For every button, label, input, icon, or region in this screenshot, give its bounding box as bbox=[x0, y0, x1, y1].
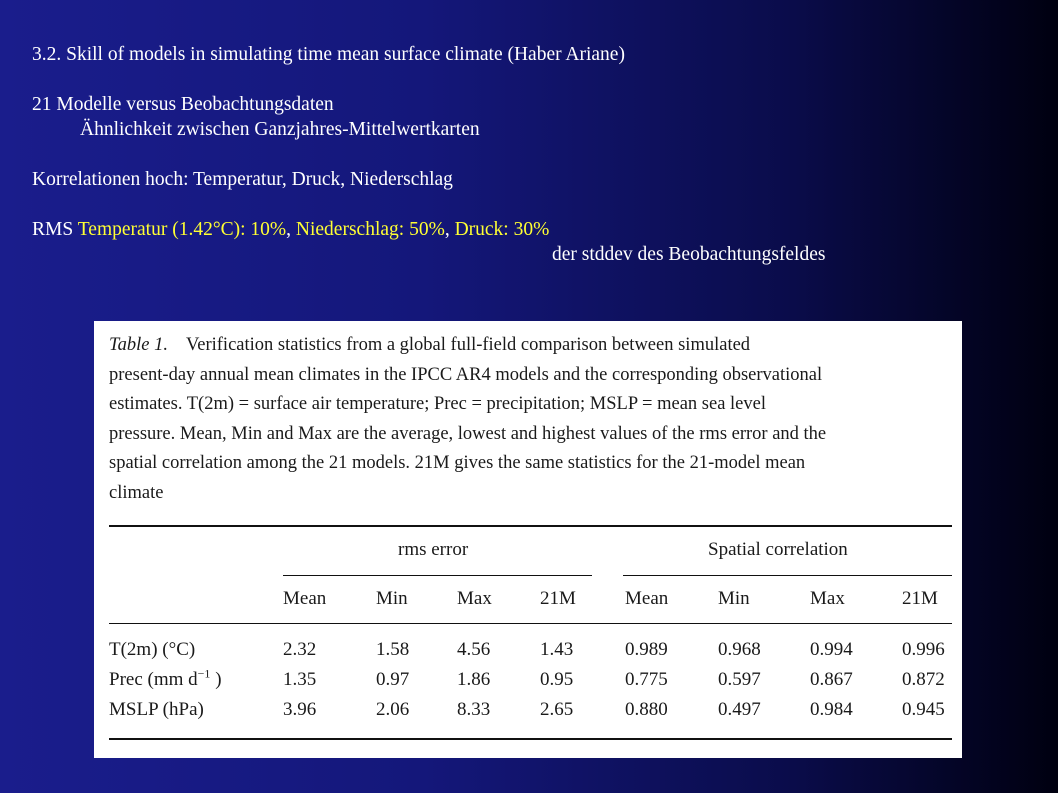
table-cell: 1.86 bbox=[457, 669, 491, 690]
col-header: Min bbox=[718, 588, 750, 609]
correlation-line: Korrelationen hoch: Temperatur, Druck, Niederschlag bbox=[32, 169, 453, 190]
group-header-correlation: Spatial correlation bbox=[708, 539, 848, 560]
rms-line bbox=[32, 217, 825, 242]
table-cell: 2.32 bbox=[283, 639, 317, 660]
table-bottom-rule bbox=[109, 738, 952, 740]
table-cell: 0.95 bbox=[540, 669, 574, 690]
caption-line-2: estimates. T(2m) = surface air temperature; Prec = precipitation; MSLP = mean sea level bbox=[109, 394, 766, 414]
table-cell: 0.597 bbox=[718, 669, 761, 690]
col-header: Max bbox=[810, 588, 845, 609]
row-label-t2m: T(2m) (°C) bbox=[109, 639, 196, 660]
row-label-prec: Prec (mm $d^{-1}$ ) bbox=[109, 666, 222, 690]
table-cell: 0.996 bbox=[902, 639, 945, 660]
caption-label: Table 1. bbox=[109, 335, 168, 355]
col-header: 21M bbox=[902, 588, 938, 609]
rms-precipitation: Niederschlag: 50% bbox=[295, 219, 445, 240]
table-cell: 1.58 bbox=[376, 639, 410, 660]
table-cell: 3.96 bbox=[283, 699, 317, 720]
caption-line-0: Table 1. Verification statistics from a global full-field comparison between simulated bbox=[109, 335, 751, 355]
table-cell: 1.35 bbox=[283, 669, 317, 690]
table-image-panel bbox=[94, 321, 962, 758]
group-rule-correlation bbox=[623, 575, 952, 576]
models-line: 21 Modelle versus Beobachtungsdaten bbox=[32, 94, 334, 115]
header-rule bbox=[109, 623, 952, 624]
table-cell: 0.945 bbox=[902, 699, 945, 720]
table-top-rule bbox=[109, 525, 952, 527]
table-cell: 0.97 bbox=[376, 669, 410, 690]
table-cell: 0.872 bbox=[902, 669, 945, 690]
table-cell: 0.497 bbox=[718, 699, 761, 720]
col-header: Min bbox=[376, 588, 408, 609]
rms-separator-2: , bbox=[444, 219, 455, 240]
similarity-line: Ähnlichkeit zwischen Ganzjahres-Mittelwertkarten bbox=[80, 119, 480, 140]
group-rule-rms bbox=[283, 575, 592, 576]
table-cell: 8.33 bbox=[457, 699, 491, 720]
rms-pressure: Druck: 30% bbox=[454, 219, 550, 240]
table-cell: 0.989 bbox=[625, 639, 668, 660]
table-cell: 2.06 bbox=[376, 699, 410, 720]
table-cell: 0.984 bbox=[810, 699, 853, 720]
caption-line-1: present-day annual mean climates in the IPCC AR4 models and the corresponding observational bbox=[109, 364, 823, 385]
table-cell: 0.867 bbox=[810, 669, 853, 690]
row-label-mslp: MSLP (hPa) bbox=[109, 699, 204, 720]
table-cell: 4.56 bbox=[457, 639, 491, 660]
caption-line-5: climate bbox=[109, 482, 164, 503]
col-header: Mean bbox=[283, 588, 327, 609]
col-header: 21M bbox=[540, 588, 576, 609]
table-cell: 0.880 bbox=[625, 699, 668, 720]
table-cell: 0.968 bbox=[718, 639, 761, 660]
table-cell: 1.43 bbox=[540, 639, 574, 660]
group-header-rms: rms error bbox=[398, 539, 469, 560]
stddev-line: der stddev des Beobachtungsfeldes bbox=[552, 244, 826, 265]
table-cell: 2.65 bbox=[540, 699, 574, 720]
caption-line-3: pressure. Mean, Min and Max are the average, lowest and highest values of the rms error and the bbox=[109, 423, 827, 444]
col-header: Mean bbox=[625, 588, 669, 609]
table-cell: 0.775 bbox=[625, 669, 668, 690]
slide-heading: 3.2. Skill of models in simulating time mean surface climate (Haber Ariane) bbox=[32, 44, 625, 65]
col-header: Max bbox=[457, 588, 492, 609]
table-caption bbox=[109, 331, 954, 508]
rms-temperature: Temperatur (1.42°C): 10% bbox=[77, 219, 287, 240]
rms-separator-1: , bbox=[286, 219, 296, 240]
rms-prefix: RMS bbox=[32, 219, 74, 240]
slide-text bbox=[32, 42, 825, 267]
table-cell: 0.994 bbox=[810, 639, 853, 660]
caption-line-4: spatial correlation among the 21 models. 21M gives the same statistics for the 21-model mean bbox=[109, 453, 806, 473]
